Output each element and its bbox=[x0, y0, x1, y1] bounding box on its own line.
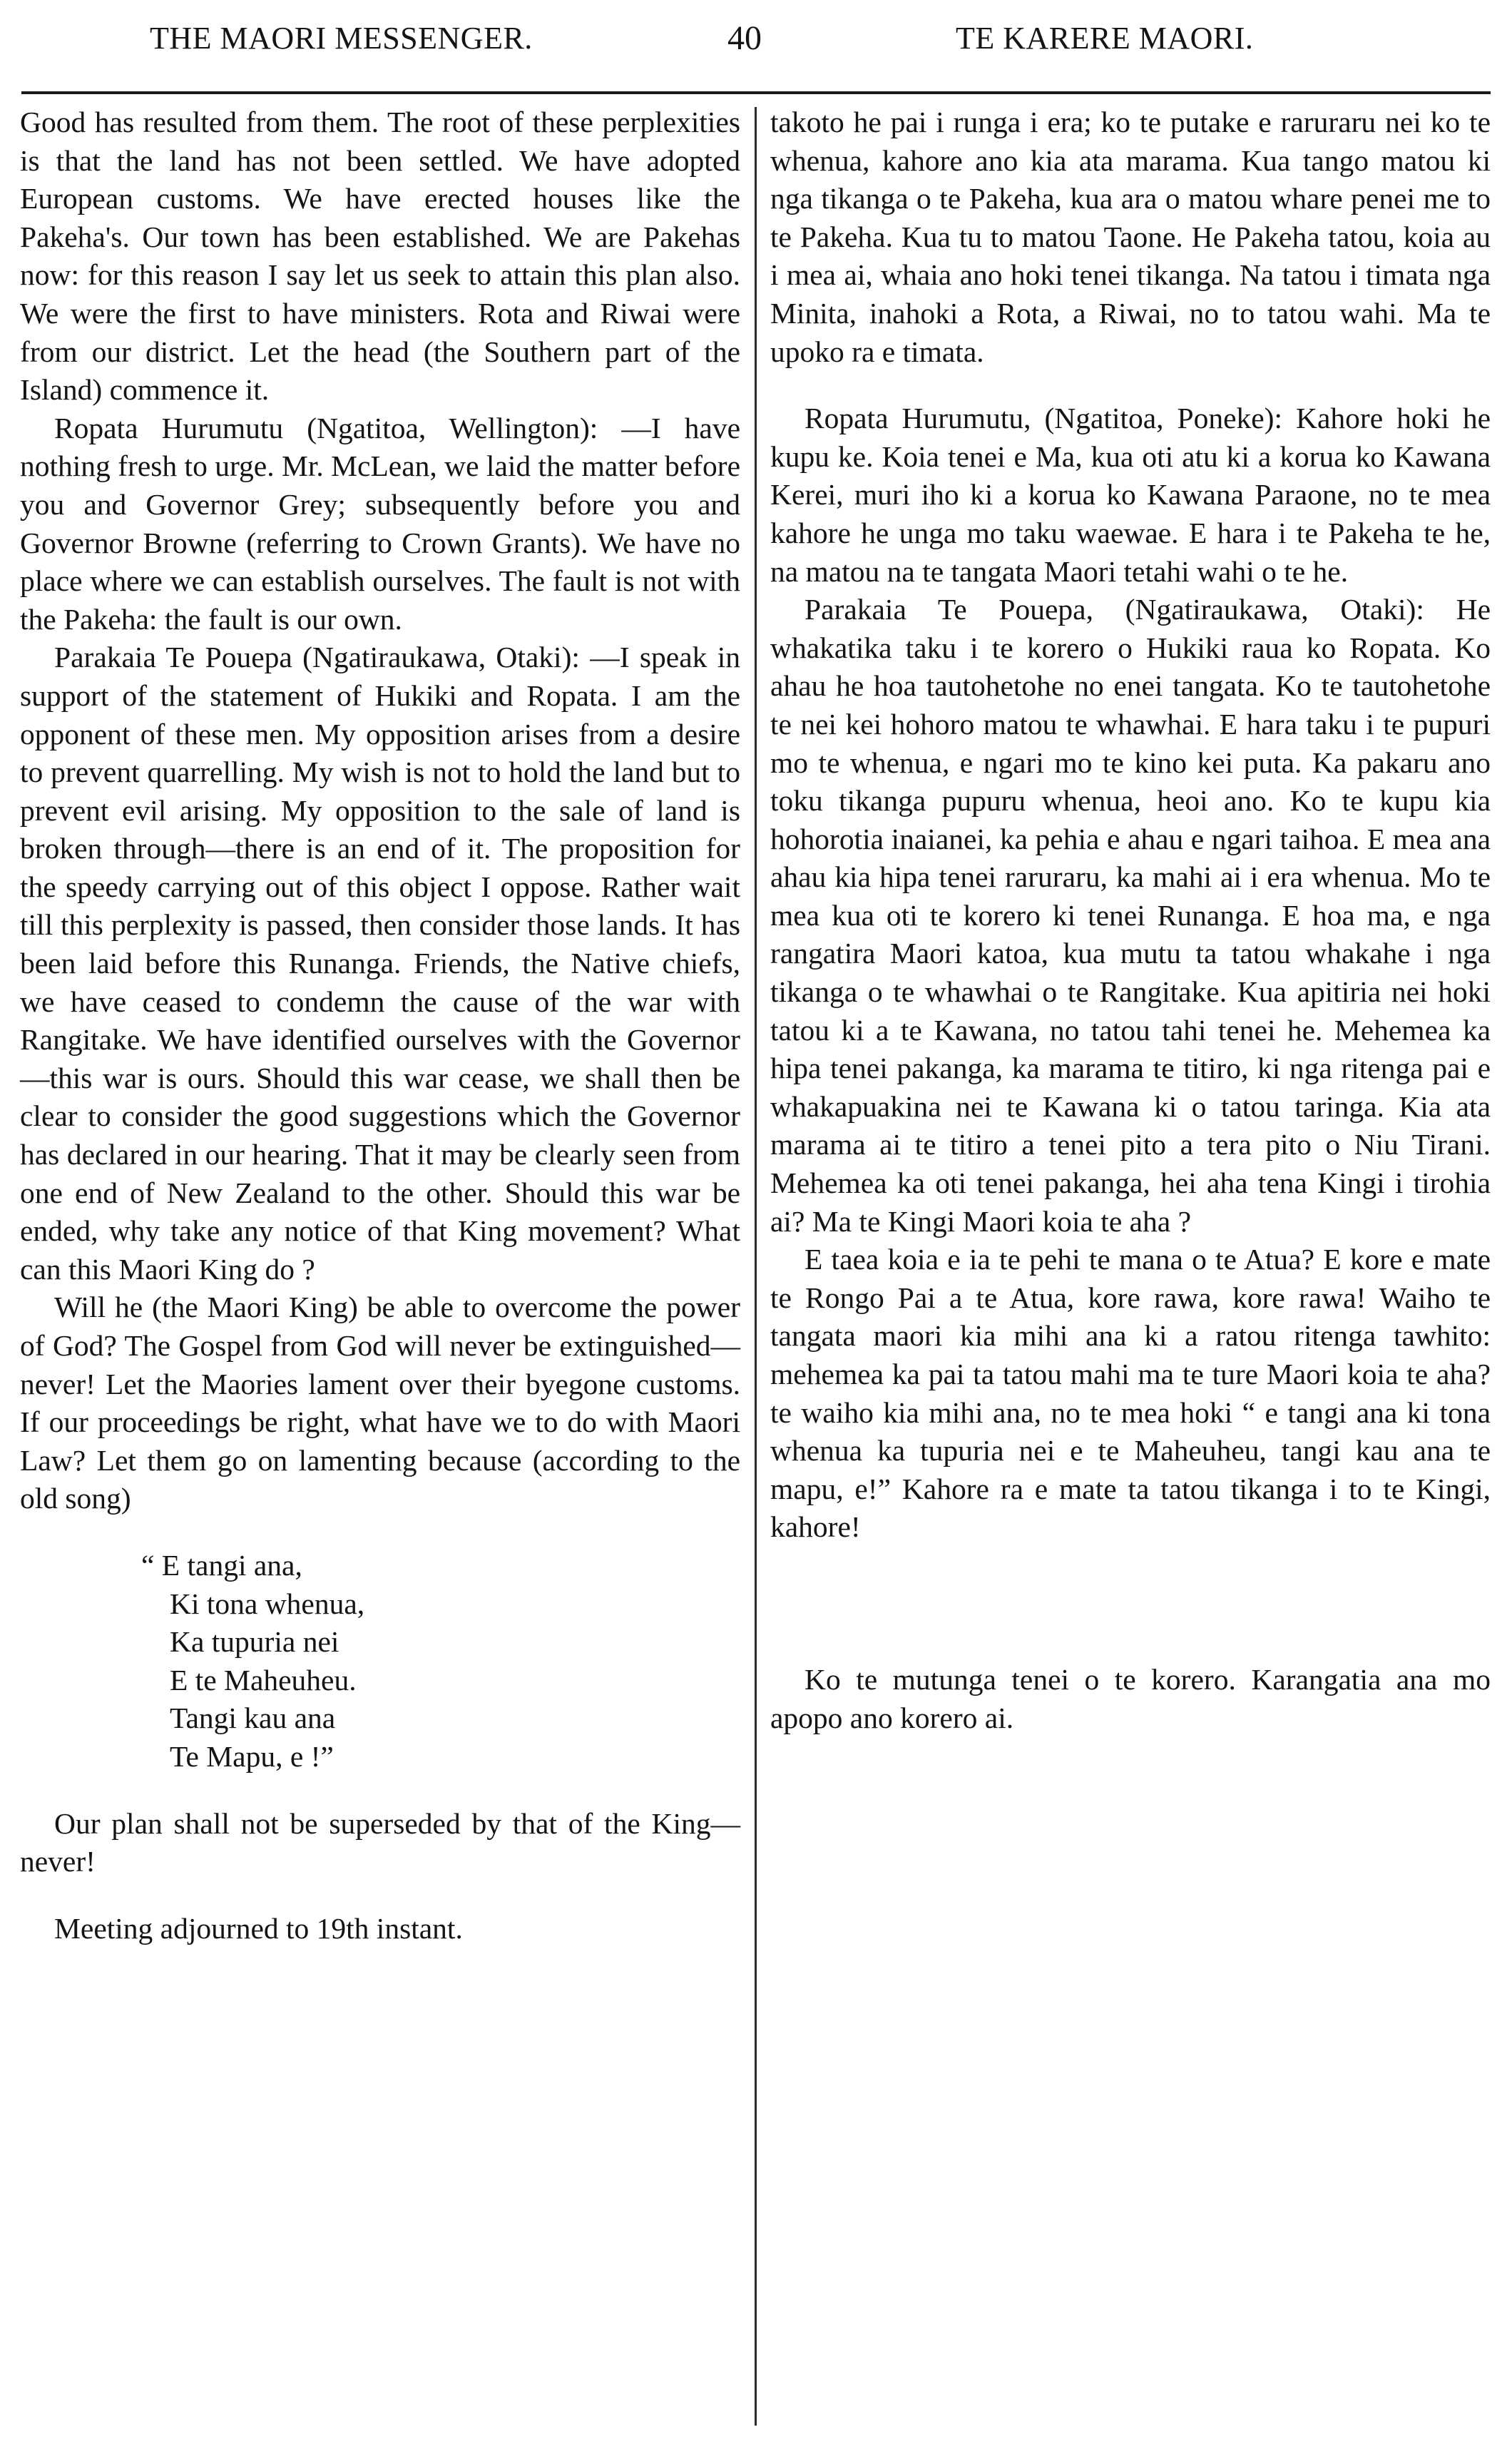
english-paragraph-plan: Our plan shall not be superseded by that of the King—never! bbox=[20, 1806, 740, 1878]
spacer bbox=[20, 1776, 740, 1805]
maori-paragraph-1: takoto he pai i runga i era; ko te putake e raruraru nei ko te whenua, kahore ano kia ata marama. Kua tango matou ki nga tikanga o te Pakeha, kua ara o matou whare penei me to te Pakeha. Kua tu to matou Taone. He Pakeha tatou, koia au i mea ai, whaia ano hoki tenei tikanga. Na tatou i timata nga Minita, inahoki a Rota, a Riwai, no to tatou wahi. Ma te upoko ra e timata. bbox=[770, 106, 1491, 368]
song-verse bbox=[141, 1547, 740, 1776]
english-paragraph-king: Will he (the Maori King) be able to overcome the power of God? The Gospel from God will never be extinguished—never! Let the Maories lament over their byegone customs. If our proceedings be right, what have we to do with Maori Law? Let them go on lamenting because (according to the old song) bbox=[20, 1291, 740, 1515]
song-line: Te Mapu, e !” bbox=[170, 1739, 334, 1773]
song-line: Ka tupuria nei bbox=[170, 1625, 339, 1659]
header-title-maori: TE KARERE MAORI. bbox=[956, 21, 1254, 56]
header-rule bbox=[21, 91, 1491, 94]
maori-paragraph-atua: E taea koia e ia te pehi te mana o te Atua? E kore e mate te Rongo Pai a te Atua, kore rawa, kore rawa! Waiho te tangata maori kia mihi ana ki a ratou ritenga tawhito: mehemea ka pai ta tatou mahi ma te ture Maori koia te aha? te waiho kia mihi ana, no te mea hoki “ e tangi ana ki tona whenua ka tupuria nei e te Maheuheu, tangi kau ana te mapu, e!” Kahore ra e mate ta tatou tikanga i to te Kingi, kahore! bbox=[770, 1243, 1491, 1544]
spacer bbox=[20, 1518, 740, 1547]
english-paragraph-adjourned: Meeting adjourned to 19th instant. bbox=[54, 1911, 463, 1945]
spacer bbox=[20, 1881, 740, 1910]
english-paragraph-ropata: Ropata Hurumutu (Ngatitoa, Wellington): —I have nothing fresh to urge. Mr. McLean, we laid the matter before you and Governor Grey; subsequently before you and Governor Browne (referring to Crown Grants). We have no place where we can establish ourselves. The fault is not with the Pakeha: the fault is our own. bbox=[20, 411, 740, 636]
song-line: E te Maheuheu. bbox=[170, 1663, 357, 1696]
spacer bbox=[770, 371, 1491, 400]
song-line: “ E tangi ana, bbox=[141, 1548, 302, 1582]
english-column bbox=[20, 103, 740, 2429]
maori-column bbox=[770, 103, 1491, 2429]
english-paragraph-1: Good has resulted from them. The root of these perplexities is that the land has not been settled. We have adopted European customs. We have erected houses like the Pakeha's. Our town has been established. We are Pakehas now: for this reason I say let us seek to attain this plan also. We were the first to have ministers. Rota and Riwai were from our district. Let the head (the Southern part of the Island) commence it. bbox=[20, 106, 740, 407]
english-paragraph-parakaia: Parakaia Te Pouepa (Ngatiraukawa, Otaki): —I speak in support of the statement of Hukiki and Ropata. I am the opponent of these men. My opposition arises from a desire to prevent quarrelling. My wish is not to hold the land but to prevent evil arising. My opposition to the sale of land is broken through—there is an end of it. The proposition for the speedy carrying out of this object I oppose. Rather wait till this perplexity is passed, then consider those lands. It has been laid before this Runanga. Friends, the Native chiefs, we have ceased to condemn the cause of the war with Rangitake. We have identified ourselves with the Governor—this war is ours. Should this war cease, we shall then be clear to consider the good suggestions which the Governor has declared in our hearing. That it may be clearly seen from one end of New Zealand to the other. Should this war be ended, why take any notice of that King movement? What can this Maori King do ? bbox=[20, 641, 740, 1286]
song-line: Tangi kau ana bbox=[170, 1701, 336, 1735]
page-number: 40 bbox=[727, 19, 762, 57]
song-line: Ki tona whenua, bbox=[170, 1587, 365, 1620]
maori-paragraph-mutunga: Ko te mutunga tenei o te korero. Karangatia ana mo apopo ano korero ai. bbox=[770, 1662, 1491, 1734]
page-header bbox=[0, 13, 1512, 70]
header-title-english: THE MAORI MESSENGER. bbox=[150, 21, 533, 56]
maori-paragraph-parakaia: Parakaia Te Pouepa, (Ngatiraukawa, Otaki): He whakatika taku i te korero o Hukiki raua ko Ropata. Ko ahau he hoa tautohetohe no enei tangata. Ko te tautohetohe te nei kei hohoro matou te whawhai. E hara taku i te pupuri mo te whenua, e ngari mo te kino kei puta. Ka pakaru ano toku tikanga pupuru whenua, heoi ano. Ko te kupu kia hohorotia inaianei, ka pehia e ahau e ngari taihoa. E mea ana ahau kia hipa tenei raruraru, ka mahi ai i era whenua. Mo te mea kua oti te korero ki tenei Runanga. E hoa ma, e nga rangatira Maori katoa, kua mutu ta tatou whakahe i nga tikanga o te whawhai o te Rangitake. Kua apitiria nei hoki tatou ki a te Kawana, no tatou tahi tenei he. Mehemea ka hipa tenei pakanga, ka marama te titiro, ki nga ritenga pai e whakapuakina nei te Kawana ki o tatou taringa. Kia ata marama ai te titiro a tenei pito a tera pito o Niu Tirani. Mehemea ka oti tenei pakanga, hei aha tena Kingi i tirohia ai? Ma te Kingi Maori koia te aha ? bbox=[770, 593, 1491, 1238]
spacer bbox=[770, 1547, 1491, 1661]
maori-paragraph-ropata: Ropata Hurumutu, (Ngatitoa, Poneke): Kahore hoki he kupu ke. Koia tenei e Ma, kua oti atu ki a korua ko Kawana Kerei, muri iho ki a korua ko Kawana Paraone, no te mea kahore he unga mo taku waewae. E hara i te Pakeha te he, na matou na te tangata Maori tetahi wahi o te he. bbox=[770, 402, 1491, 588]
column-divider bbox=[755, 107, 757, 2426]
